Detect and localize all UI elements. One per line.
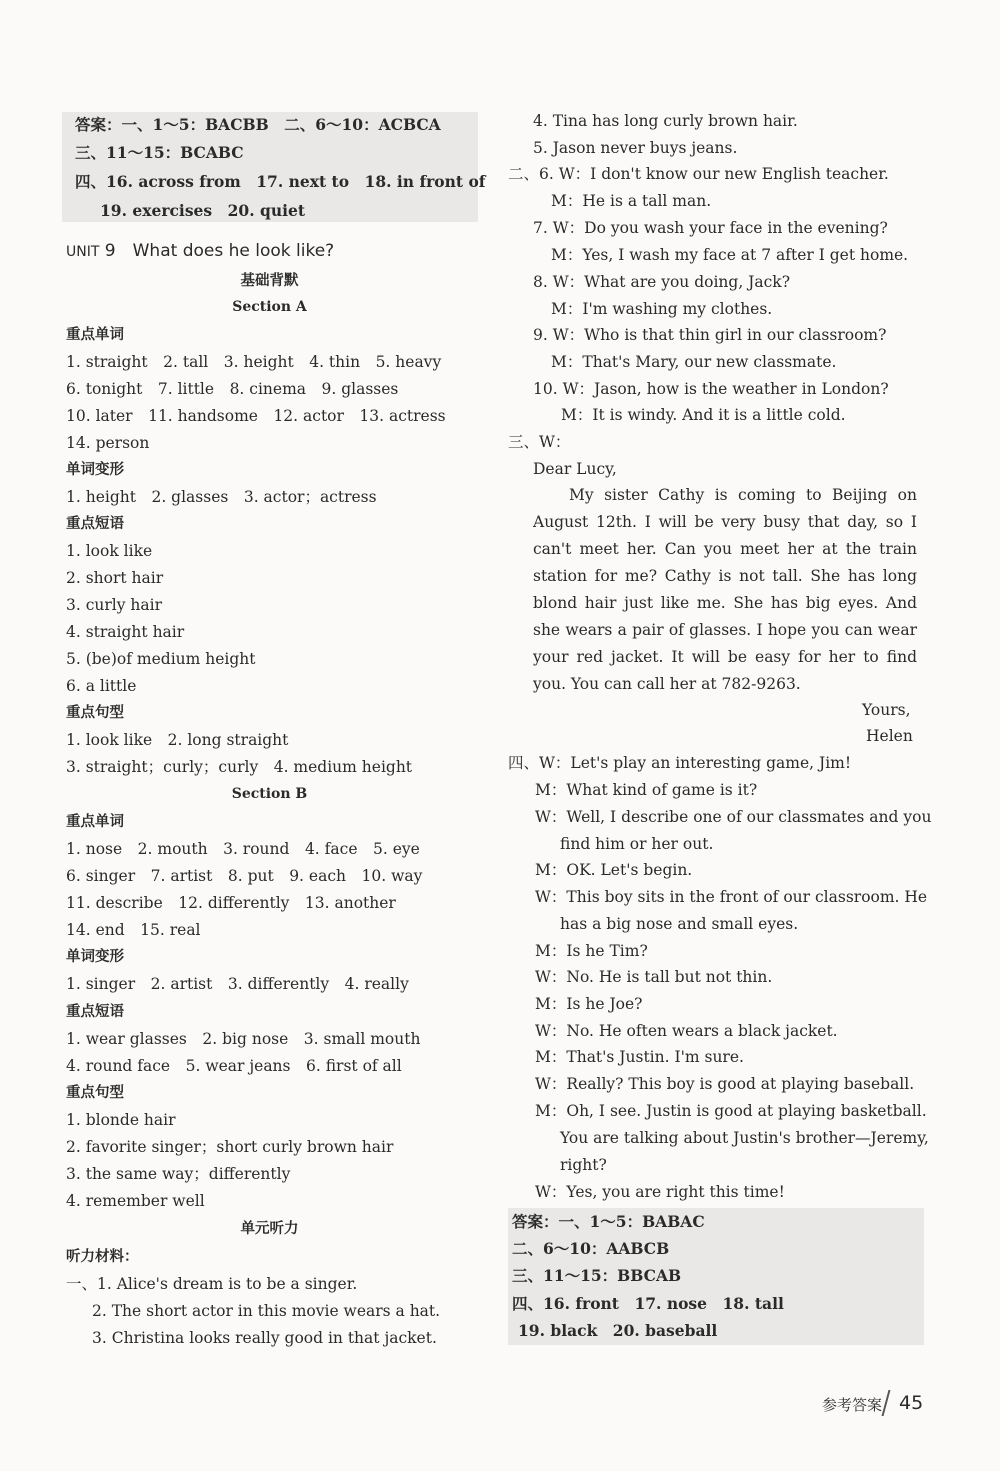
listening-label: 听力材料： xyxy=(66,1249,139,1265)
footer-divider xyxy=(882,1390,891,1416)
list-item: 3. curly hair xyxy=(66,596,163,614)
list-item: 6. tonight 7. little 8. cinema 9. glasses xyxy=(66,380,399,398)
dialogue-line: W：This boy sits in the front of our classroom. He xyxy=(535,888,928,906)
list-item: 2. The short actor in this movie wears a hat. xyxy=(92,1302,441,1320)
list-item: 1. straight 2. tall 3. height 4. thin 5. heavy xyxy=(66,353,442,371)
section-a-heading: Section A xyxy=(232,299,307,315)
dialogue-line: find him or her out. xyxy=(560,835,714,853)
list-item: 2. favorite singer；short curly brown hair xyxy=(66,1138,394,1156)
list-item: 一、1. Alice's dream is to be a singer. xyxy=(66,1275,358,1293)
list-item: 1. look like 2. long straight xyxy=(66,731,289,749)
script-line: 5. Jason never buys jeans. xyxy=(533,139,738,157)
script-line: 10. W：Jason, how is the weather in London? xyxy=(533,380,889,398)
dialogue-line: W：No. He is tall but not thin. xyxy=(535,968,773,986)
list-item: 1. blonde hair xyxy=(66,1111,176,1129)
answer-line: 三、11～15：BCABC xyxy=(75,143,244,162)
dialogue-line: M：What kind of game is it? xyxy=(535,781,758,799)
list-item: 3. Christina looks really good in that jacket. xyxy=(92,1329,437,1347)
b-forms-label: 单词变形 xyxy=(66,949,124,965)
list-item: 1. nose 2. mouth 3. round 4. face 5. eye xyxy=(66,840,420,858)
list-item: 11. describe 12. differently 13. another xyxy=(66,894,396,912)
dialogue-line: M：Oh, I see. Justin is good at playing basketball. xyxy=(535,1102,927,1120)
basics-heading: 基础背默 xyxy=(240,273,299,289)
list-item: 4. straight hair xyxy=(66,623,185,641)
dialogue-line: has a big nose and small eyes. xyxy=(560,915,799,933)
answer-line: 答案：一、1～5：BABAC xyxy=(512,1212,705,1231)
dialogue-line: M：OK. Let's begin. xyxy=(535,861,693,879)
dialogue-line: M：That's Justin. I'm sure. xyxy=(535,1048,744,1066)
dialogue-line: W：Yes, you are right this time! xyxy=(535,1183,785,1201)
answer-line: 19. exercises 20. quiet xyxy=(100,201,306,220)
list-item: 1. look like xyxy=(66,542,153,560)
list-item: 1. height 2. glasses 3. actor；actress xyxy=(66,488,377,506)
dialogue-line: M：Is he Tim? xyxy=(535,942,648,960)
answer-line: 四、16. across from 17. next to 18. in front of xyxy=(75,172,486,191)
script-line: M：It is windy. And it is a little cold. xyxy=(561,406,846,424)
unit-prefix: UNIT xyxy=(66,244,100,260)
unit-title xyxy=(66,240,334,263)
script-line: M：Yes, I wash my face at 7 after I get home. xyxy=(551,246,909,264)
list-item: 5. (be)of medium height xyxy=(66,650,256,668)
answer-line: 答案：一、1～5：BACBB 二、6～10：ACBCA xyxy=(75,115,441,134)
script-line: M：That's Mary, our new classmate. xyxy=(551,353,837,371)
dialogue-line: 四、W：Let's play an interesting game, Jim! xyxy=(508,754,852,772)
list-item: 1. wear glasses 2. big nose 3. small mouth xyxy=(66,1030,421,1048)
a-forms-label: 单词变形 xyxy=(66,462,124,478)
script-line: 三、W： xyxy=(508,433,571,451)
list-item: 14. end 15. real xyxy=(66,921,201,939)
script-line: 二、6. W：I don't know our new English teacher. xyxy=(508,165,889,183)
script-line: 9. W：Who is that thin girl in our classroom? xyxy=(533,326,887,344)
b-phrases-label: 重点短语 xyxy=(66,1004,124,1020)
script-line: M：I'm washing my clothes. xyxy=(551,300,773,318)
list-item: 10. later 11. handsome 12. actor 13. actress xyxy=(66,407,446,425)
letter-greeting: Dear Lucy, xyxy=(533,460,617,478)
answer-line: 二、6～10：AABCB xyxy=(512,1239,670,1258)
letter-closing: Yours, xyxy=(862,701,911,719)
list-item: 6. singer 7. artist 8. put 9. each 10. way xyxy=(66,867,423,885)
dialogue-line: W：No. He often wears a black jacket. xyxy=(535,1022,838,1040)
dialogue-line: W：Well, I describe one of our classmates and you xyxy=(535,808,932,826)
dialogue-line: M：Is he Joe? xyxy=(535,995,643,1013)
script-line: 7. W：Do you wash your face in the evening? xyxy=(533,219,888,237)
dialogue-line: right? xyxy=(560,1156,607,1174)
answer-line: 四、16. front 17. nose 18. tall xyxy=(512,1294,784,1313)
b-sentences-label: 重点句型 xyxy=(66,1085,124,1101)
page-number: 45 xyxy=(899,1392,924,1414)
footer-label: 参考答案 xyxy=(822,1396,883,1414)
script-line: 8. W：What are you doing, Jack? xyxy=(533,273,791,291)
a-phrases-label: 重点短语 xyxy=(66,516,124,532)
letter-signature: Helen xyxy=(866,727,913,745)
script-line: M：He is a tall man. xyxy=(551,192,712,210)
section-b-heading: Section B xyxy=(231,786,308,802)
a-sentences-label: 重点句型 xyxy=(66,705,124,721)
answer-line: 三、11～15：BBCAB xyxy=(512,1266,682,1285)
answer-line: 19. black 20. baseball xyxy=(518,1321,718,1340)
list-item: 6. a little xyxy=(66,677,137,695)
list-item: 4. round face 5. wear jeans 6. first of all xyxy=(66,1057,402,1075)
script-line: 4. Tina has long curly brown hair. xyxy=(533,112,798,130)
b-words-label: 重点单词 xyxy=(66,814,124,830)
list-item: 3. straight；curly；curly 4. medium height xyxy=(66,758,413,776)
list-item: 1. singer 2. artist 3. differently 4. really xyxy=(66,975,409,993)
list-item: 14. person xyxy=(66,434,150,452)
listening-heading: 单元听力 xyxy=(240,1221,299,1237)
list-item: 3. the same way；differently xyxy=(66,1165,291,1183)
dialogue-line: W：Really? This boy is good at playing baseball. xyxy=(535,1075,915,1093)
letter-body: My sister Cathy is coming to Beijing on August 12th. I will be very busy that day, so I can't meet her. Can you meet her at the train station for me? Cathy is not tall. She has long blond hair just like me. She has big eyes. And she wears a pair of glasses. I hope you can wear your red jacket. It will be easy for her to find you. You can call her at 782-9263. xyxy=(533,486,917,693)
dialogue-line: You are talking about Justin's brother—Jeremy, xyxy=(560,1129,929,1147)
list-item: 4. remember well xyxy=(66,1192,205,1210)
a-words-label: 重点单词 xyxy=(66,327,124,343)
unit-title-text: 9 What does he look like? xyxy=(99,241,335,261)
list-item: 2. short hair xyxy=(66,569,164,587)
